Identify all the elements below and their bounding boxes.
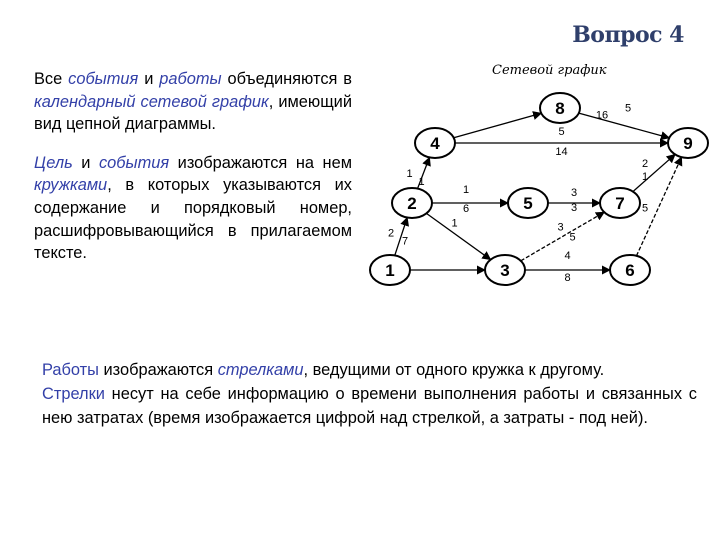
paragraph-arrows-info bbox=[42, 382, 697, 430]
text-run: , в которых указываются их содержание и порядковый номер, расшифровывающийся в прилагаемом тексте. bbox=[34, 176, 352, 263]
edge-top-label: 2 bbox=[641, 158, 649, 170]
node-label-3: 3 bbox=[500, 261, 510, 280]
node-label-7: 7 bbox=[615, 194, 625, 213]
highlighted-term: Цель bbox=[34, 153, 73, 172]
highlighted-term: Работы bbox=[42, 361, 99, 379]
node-label-8: 8 bbox=[555, 99, 565, 118]
slide-title: Вопрос 4 bbox=[572, 22, 684, 48]
edge-top-label: 3 bbox=[557, 221, 564, 234]
edge-bottom-label: 7 bbox=[401, 235, 409, 248]
edge-bottom-label: 16 bbox=[595, 109, 609, 122]
node-label-4: 4 bbox=[430, 134, 440, 153]
highlighted-term: кружками bbox=[34, 176, 108, 195]
edge-bottom-label: 3 bbox=[570, 202, 578, 214]
highlighted-term: стрелками bbox=[217, 361, 304, 379]
edge-bottom-label: 1 bbox=[641, 171, 649, 183]
highlighted-term: Стрелки bbox=[42, 385, 105, 403]
edge-bottom-label: 1 bbox=[418, 176, 425, 188]
edge-top-label: 4 bbox=[564, 250, 571, 262]
edge-bottom-label: 6 bbox=[462, 203, 470, 215]
edge-bottom-label: 14 bbox=[555, 146, 568, 158]
text-run: несут на себе информацию о времени выполнения работы и связанных с нею затратах (время изображается цифрой над стрелкой, а затраты - под ней). bbox=[42, 385, 697, 427]
edge-3-7 bbox=[521, 212, 604, 261]
highlighted-term: события bbox=[68, 70, 139, 88]
node-label-9: 9 bbox=[683, 134, 693, 153]
text-run: изображаются на нем bbox=[169, 153, 352, 172]
edge-bottom-label: 5 bbox=[569, 231, 576, 244]
text-run: Все bbox=[34, 70, 69, 88]
edge-8-9 bbox=[579, 113, 669, 138]
edge-top-label: 1 bbox=[406, 168, 413, 180]
paragraph-works-arrows bbox=[42, 358, 697, 382]
highlighted-term: календарный сетевой график bbox=[34, 92, 269, 111]
edge-top-label: 2 bbox=[387, 227, 395, 240]
edge-top-label: 1 bbox=[462, 184, 470, 196]
diagram-title: Сетевой график bbox=[492, 63, 607, 78]
highlighted-term: события bbox=[98, 153, 170, 172]
text-run: , имеющий вид цепной диаграммы. bbox=[34, 92, 352, 134]
node-label-2: 2 bbox=[407, 194, 417, 213]
edge-top-label: 1 bbox=[451, 217, 458, 230]
node-label-1: 1 bbox=[385, 261, 395, 280]
node-label-6: 6 bbox=[625, 261, 635, 280]
edge-top-label: 5 bbox=[558, 126, 565, 138]
text-run: объединяются в bbox=[221, 70, 353, 88]
text-run: , ведущими от одного кружка к другому. bbox=[303, 361, 605, 379]
edge-2-3 bbox=[426, 213, 490, 259]
edge-7-9 bbox=[633, 154, 675, 191]
edge-top-label: 3 bbox=[570, 187, 578, 199]
edge-4-8 bbox=[454, 113, 542, 138]
bottom-description bbox=[42, 358, 697, 430]
edge-top-label: 5 bbox=[641, 202, 649, 215]
text-run: изображаются bbox=[98, 361, 218, 379]
text-run: и bbox=[72, 153, 99, 172]
text-run: и bbox=[138, 70, 160, 88]
highlighted-term: работы bbox=[159, 70, 222, 88]
edge-bottom-label: 8 bbox=[564, 272, 571, 284]
edge-top-label: 5 bbox=[624, 102, 632, 115]
node-label-5: 5 bbox=[523, 194, 533, 213]
